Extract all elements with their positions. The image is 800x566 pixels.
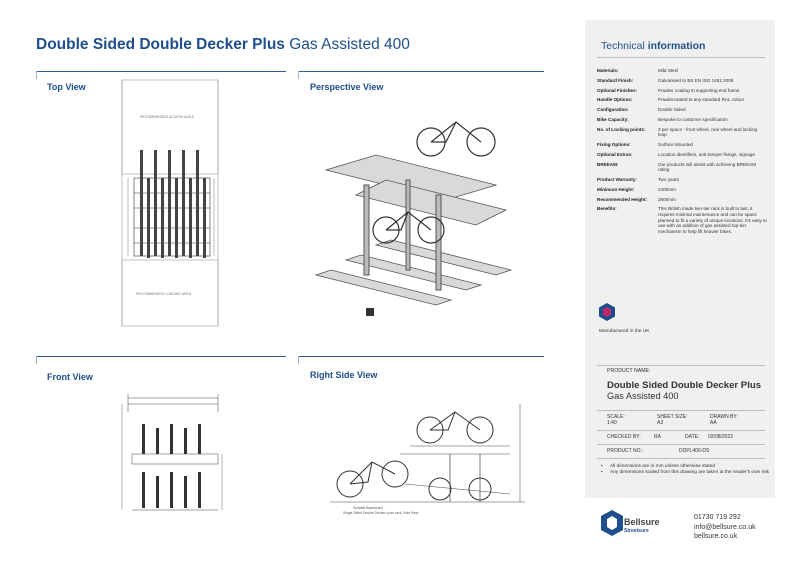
product-name-label: PRODUCT NAME: <box>607 368 651 374</box>
spec-row <box>597 127 767 138</box>
rule-tick <box>298 71 299 79</box>
sheet-value: A3 <box>657 420 664 426</box>
rule-tick <box>36 356 37 364</box>
scale-label: SCALE: <box>607 414 625 420</box>
right-side-view-rule <box>298 356 544 357</box>
spec-key: Optional Extras: <box>597 151 633 157</box>
spec-row <box>597 142 767 148</box>
contact-email[interactable]: info@bellsure.co.uk <box>694 523 756 531</box>
brand-sub: Streetsure <box>624 528 649 534</box>
grid-line <box>597 444 765 445</box>
spec-key: Optional Finishes: <box>597 87 638 93</box>
grid-line <box>597 458 765 459</box>
spec-key: Recommended Height: <box>597 196 648 202</box>
spec-value: 3 per space - front wheel, rear wheel and locking loop <box>658 126 758 138</box>
technical-title-regular: Technical <box>601 40 645 52</box>
grid-line <box>597 410 765 411</box>
spec-row <box>597 187 767 193</box>
spec-value: Our products will assist with achieving BREEAM rating <box>658 161 757 173</box>
brand-name: Bellsure <box>624 517 660 527</box>
note-item: • All dimensions are in mm unless otherwise stated <box>601 464 769 470</box>
spec-value: Double Sided <box>658 107 686 113</box>
spec-row <box>597 177 767 183</box>
checked-value: RA <box>654 434 661 440</box>
drawn-label: DRAWN BY: <box>710 414 738 420</box>
perspective-view-title: Perspective View <box>310 82 384 92</box>
spec-value: 2800mm <box>658 196 676 202</box>
spec-key: Handle Options: <box>597 97 633 103</box>
technical-rule <box>597 57 765 58</box>
right-side-base-label: Suitable Baseboard <box>353 506 383 510</box>
front-view-title: Front View <box>47 372 93 382</box>
product-name-block <box>597 366 765 401</box>
spec-value: Mild Steel <box>658 68 679 73</box>
spec-value: This British made two-tier rack is built to last, it requires minimal maintenance and can be space planned to fit a variety of unique locations. It's easy to use with an addition of gas assisted top-tier mechanism to help lift heavier bikes. <box>658 206 767 234</box>
front-view-drawing <box>118 392 228 512</box>
top-view-title: Top View <box>47 82 86 92</box>
date-value: 02/08/2022 <box>708 434 734 440</box>
spec-key: Configuration: <box>597 107 629 113</box>
note-item: • Any dimensions scaled from this drawing are taken at the reader's own risk <box>601 470 769 476</box>
spec-value: Galvanised to BS EN ISO 1461:2009 <box>658 77 734 83</box>
right-side-caption: Single Sided Double Decker cycle rack, Side View <box>343 511 419 515</box>
spec-row <box>597 197 767 203</box>
spec-value: Powdercoated to any standard RAL colour <box>658 97 745 103</box>
spec-value: Two years <box>658 177 679 182</box>
product-no-value: DDPL400-DS <box>679 448 710 454</box>
sheet-label: SHEET SIZE: <box>657 414 688 420</box>
spec-key: No. of Locking points: <box>597 126 646 132</box>
right-side-view-title: Right Side View <box>310 370 378 380</box>
spec-row <box>597 107 767 113</box>
perspective-view-drawing <box>316 100 516 320</box>
spec-row <box>597 88 767 94</box>
title-regular: Gas Assisted 400 <box>289 36 410 53</box>
spec-key: Bike Capacity: <box>597 116 629 122</box>
bellsure-badge-icon <box>599 303 615 321</box>
spec-row <box>597 78 767 84</box>
front-view-rule <box>36 356 286 357</box>
sheet-cell <box>657 414 687 426</box>
product-name: Double Sided Double Decker Plus <box>607 380 762 391</box>
top-view-lower-label: RECOMMENDED LOADING AREA <box>136 292 192 296</box>
top-view-rule <box>36 71 286 72</box>
drawn-cell <box>710 414 738 426</box>
product-sub: Gas Assisted 400 <box>607 391 679 401</box>
spec-key: BREEAM: <box>597 161 619 167</box>
spec-row <box>597 162 767 173</box>
notes-list <box>601 464 769 476</box>
scale-cell <box>607 414 625 426</box>
spec-key: Minimum Height: <box>597 186 635 192</box>
spec-row <box>597 152 767 158</box>
drawn-value: AA <box>710 420 717 426</box>
spec-value: Bespoke to customer specification <box>658 116 728 122</box>
right-side-view-drawing <box>330 394 530 514</box>
top-view-upper-label: RECOMMENDED ACCESS AISLE <box>140 115 195 119</box>
spec-value: Location identifiers, anti-tamper fixings, signage <box>658 151 756 157</box>
spec-row <box>597 68 767 74</box>
spec-row <box>597 206 767 234</box>
spec-row <box>597 97 767 103</box>
spec-value: Surface Mounted <box>658 142 693 148</box>
checked-label: CHECKED BY: <box>607 434 641 440</box>
contact-phone[interactable]: 01730 719 292 <box>694 514 741 521</box>
rule-tick <box>298 356 299 364</box>
made-in-uk: Manufactured in the UK <box>599 329 650 334</box>
technical-title <box>601 40 705 52</box>
spec-key: Standard Finish: <box>597 77 634 83</box>
contact-block <box>694 513 756 542</box>
spec-key: Product Warranty: <box>597 177 637 182</box>
spec-key: Fixing Options: <box>597 142 631 148</box>
spec-key: Benefits: <box>597 206 617 212</box>
spec-value: Powder coating to supporting end frame <box>658 87 740 93</box>
spec-value: 2400mm <box>658 186 676 192</box>
anchor-plate <box>366 308 374 316</box>
scale-value: 1:40 <box>607 420 617 426</box>
page-title <box>36 36 410 54</box>
perspective-view-rule <box>298 71 544 72</box>
date-label: DATE: <box>685 434 700 440</box>
spec-table <box>597 68 767 239</box>
grid-line <box>597 430 765 431</box>
spec-key: Materials: <box>597 68 619 73</box>
technical-title-bold: information <box>647 40 706 52</box>
contact-web[interactable]: bellsure.co.uk <box>694 533 738 540</box>
spec-row <box>597 117 767 123</box>
product-no-label: PRODUCT NO.: <box>607 448 644 454</box>
rule-tick <box>36 71 37 79</box>
title-bold: Double Sided Double Decker Plus <box>36 36 285 53</box>
